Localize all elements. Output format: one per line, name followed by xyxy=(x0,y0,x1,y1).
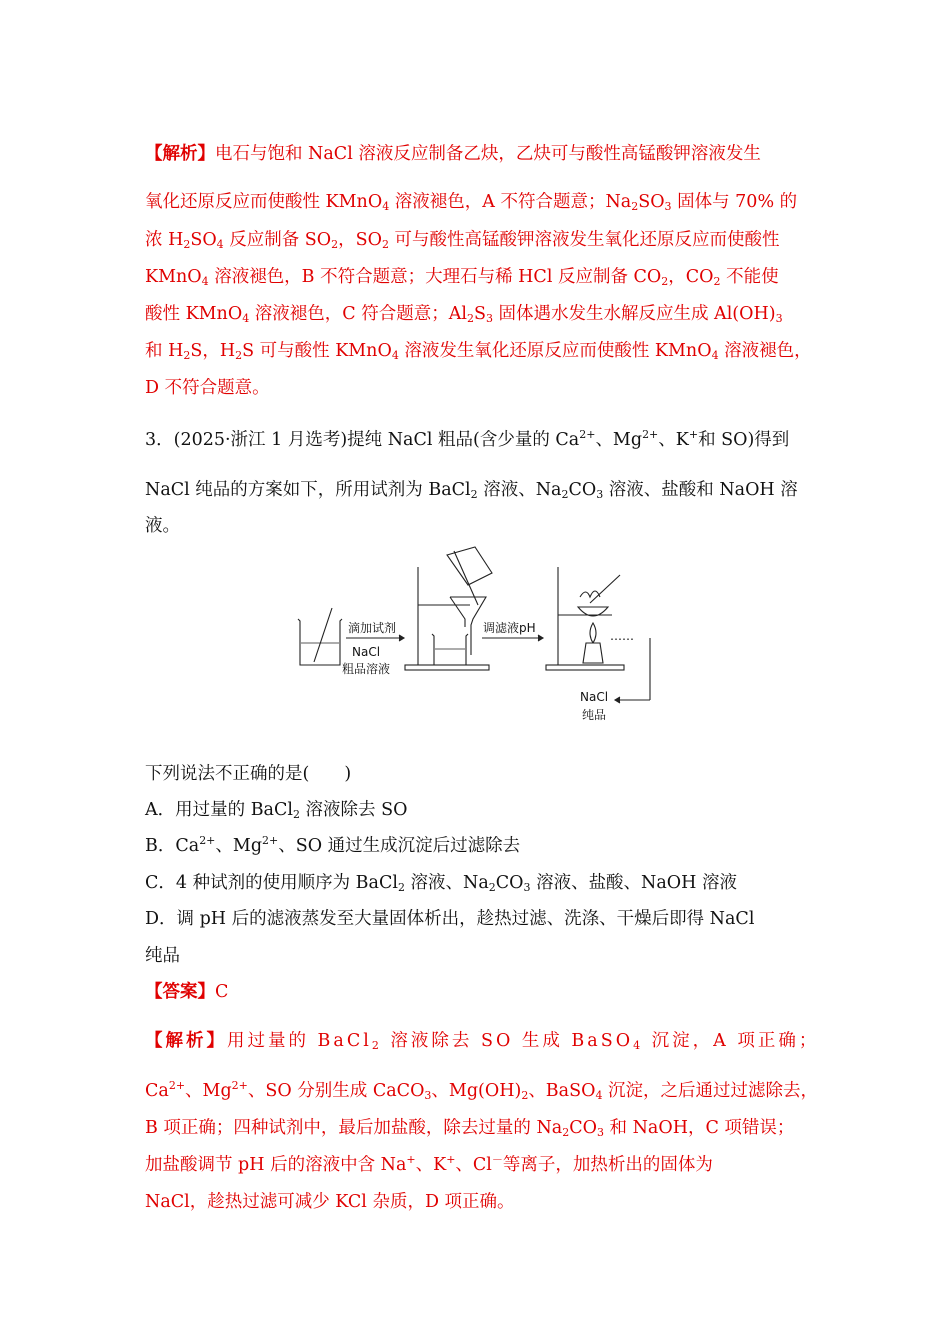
analysis2-line2: $Ca^{2+}$、$Mg^{2+}$、SO 分别生成 CaCO$_3$、$Mg(OH)_2$、BaSO$_4$ 沉淀，之后通过过滤除去， xyxy=(145,1079,819,1102)
glass-rod-3 xyxy=(590,575,620,603)
analysis1-line1: 【解析】电石与饱和 NaCl 溶液反应制备乙炔，乙炔可与酸性高锰酸钾溶液发生 xyxy=(145,144,761,164)
analysis1-line3: 浓 $H_2SO_4$ 反应制备 $SO_2$，$SO_2$ 可与酸性高锰酸钾溶液发生氧化还原反应而使酸性 xyxy=(145,230,780,251)
answer-label: 【答案】 xyxy=(145,982,215,1002)
analysis2-line3: B 项正确；四种试剂中，最后加盐酸，除去过量的 $Na_2CO_3$ 和 NaOH，C 项错误； xyxy=(145,1118,795,1139)
beaker-label-2: 粗品溶液 xyxy=(342,662,391,676)
answer-value: C xyxy=(215,982,229,1002)
analysis1-line4: KMnO$_4$ 溶液褪色，B 不符合题意；大理石与稀 HCl 反应制备 $CO_2$，$CO_2$ 不能使 xyxy=(145,267,779,288)
option-d-line2: 纯品 xyxy=(145,946,180,966)
analysis1-line2: 氧化还原反应而使酸性 KMnO$_4$ 溶液褪色，A 不符合题意；$Na_2SO_3$ 固体与 70% 的 xyxy=(145,192,798,213)
analysis-label: 【解析】 xyxy=(145,1031,227,1051)
analysis1-line7: D 不符合题意。 xyxy=(145,378,270,398)
analysis1-line5: 酸性 KMnO$_4$ 溶液褪色，C 符合题意；$Al_2S_3$ 固体遇水发生水解反应生成 $Al(OH)_3$ xyxy=(145,304,783,325)
pouring-beaker xyxy=(447,547,492,585)
glass-rod-1 xyxy=(314,608,332,662)
option-b: B．$Ca^{2+}$、$Mg^{2+}$、SO 通过生成沉淀后过滤除去 xyxy=(145,834,521,856)
alcohol-lamp xyxy=(583,643,603,663)
beaker-1 xyxy=(298,619,342,665)
arrow2-label: 调滤液pH xyxy=(483,621,536,635)
stand-base-2 xyxy=(546,665,624,670)
product-label-2: 纯品 xyxy=(582,708,607,722)
analysis1-line6: 和 $H_2S$，$H_2S$ 可与酸性 KMnO$_4$ 溶液发生氧化还原反应而使酸性 KMnO$_4$ 溶液褪色， xyxy=(145,341,812,362)
option-c: C．4 种试剂的使用顺序为 BaCl$_2$ 溶液、$Na_2CO_3$ 溶液、盐酸、NaOH 溶液 xyxy=(145,873,737,894)
beaker-2 xyxy=(432,634,468,665)
analysis2-line1: 【解析】用过量的 BaCl$_2$ 溶液除去 SO 生成 BaSO$_4$ 沉淀，A 项正确； xyxy=(145,1031,820,1052)
question-line2: NaCl 纯品的方案如下，所用试剂为 BaCl$_2$ 溶液、$Na_2CO_3$ 溶液、盐酸和 NaOH 溶 xyxy=(145,480,798,501)
arrow1-label: 滴加试剂 xyxy=(348,621,397,635)
flame xyxy=(590,623,596,643)
analysis-label: 【解析】 xyxy=(145,144,215,164)
analysis2-line4: 加盐酸调节 pH 后的溶液中含 Na+、K+、Cl－等离子，加热析出的固体为 xyxy=(145,1153,713,1175)
question-prompt: 下列说法不正确的是( ) xyxy=(145,764,352,784)
continuation-dots: …… xyxy=(610,629,634,643)
question-line1: 3．(2025·浙江 1 月选考)提纯 NaCl 粗品(含少量的 $Ca^{2+}$、$Mg^{2+}$、K+和 SO)得到 xyxy=(145,428,790,450)
question-line3: 液。 xyxy=(145,516,180,536)
analysis2-line5: NaCl，趁热过滤可减少 KCl 杂质，D 项正确。 xyxy=(145,1192,515,1212)
experiment-diagram xyxy=(290,545,680,730)
option-a: A．用过量的 BaCl$_2$ 溶液除去 SO xyxy=(145,800,408,821)
beaker-label-1: NaCl xyxy=(352,645,381,659)
product-label-1: NaCl xyxy=(580,690,609,704)
stand-base-1 xyxy=(405,665,489,670)
answer xyxy=(145,978,228,1003)
option-d-line1: D．调 pH 后的滤液蒸发至大量固体析出，趁热过滤、洗涤、干燥后即得 NaCl xyxy=(145,909,755,929)
